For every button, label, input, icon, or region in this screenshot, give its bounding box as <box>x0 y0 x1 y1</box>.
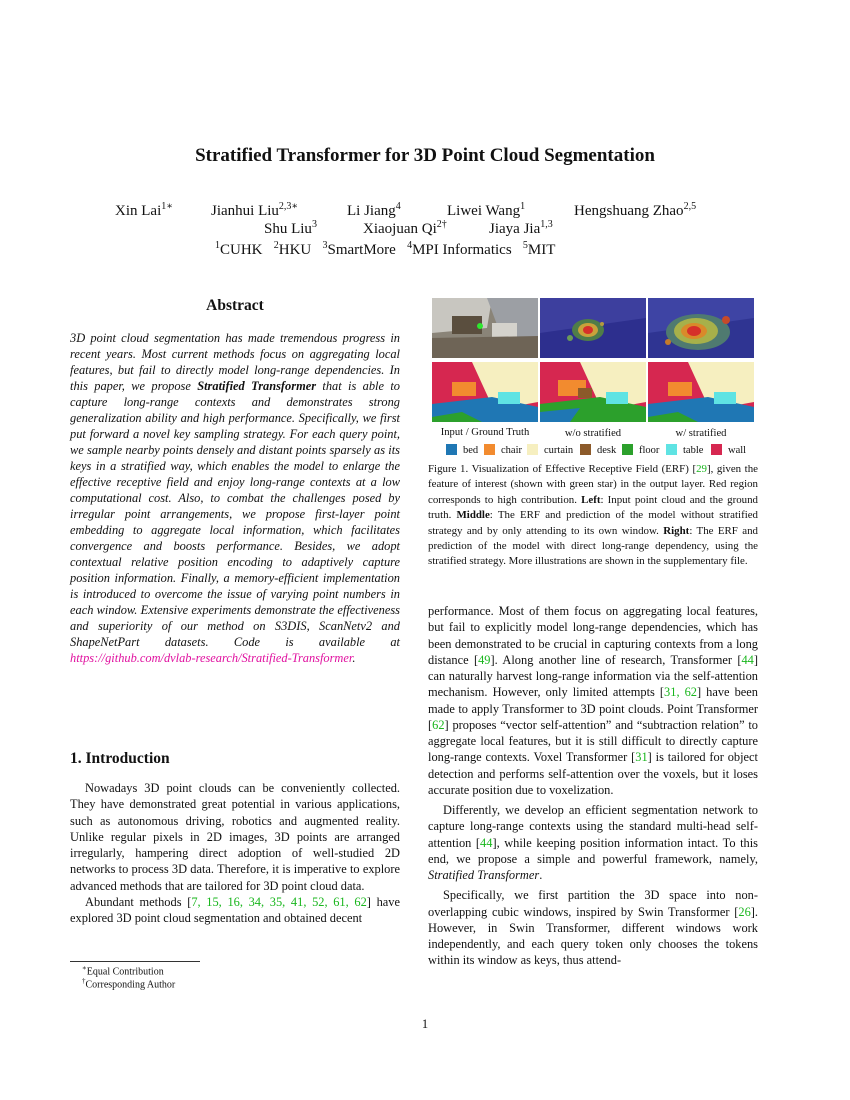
prediction-with-stratified-image <box>648 362 754 422</box>
caption-text: : The ERF and prediction of the model without stratified strategy and by only attending to its own window. <box>428 509 758 537</box>
author-name: Jianhui Liu <box>211 203 279 219</box>
method-name: Stratified Transformer <box>428 868 540 882</box>
intro-paragraph-2 <box>70 894 400 927</box>
paragraph-text: Abundant methods [ <box>85 894 192 909</box>
paragraph-text: ] have been made to apply Transformer to 3D point clouds. Point Transformer [ <box>428 685 758 732</box>
affiliation-name: MPI Informatics <box>412 242 512 258</box>
caption-text: Figure 1. Visualization of Effective Receptive Field (ERF) [ <box>428 463 697 475</box>
author-7 <box>363 219 447 238</box>
footnote-text: Equal Contribution <box>86 966 164 978</box>
paragraph-text: ], while keeping position information intact. To this end, we propose a simple and powerful framework, namely, <box>428 835 758 866</box>
legend-swatch <box>666 444 677 455</box>
abstract-body <box>70 330 400 666</box>
affiliation-sup: 4 <box>407 240 413 251</box>
affiliation-sup: 5 <box>522 240 528 251</box>
author-sup: 1,3 <box>540 219 553 230</box>
paragraph-text: ] proposes “vector self-attention” and “subtraction relation” to aggregate local features, but it is still difficult to directly capture long-range contexts. Voxel Transformer [ <box>428 717 758 765</box>
footnote-sup: † <box>82 977 86 985</box>
legend-wall <box>711 444 746 456</box>
author-name: Xin Lai <box>115 203 162 219</box>
citation-link[interactable]: 49 <box>478 652 491 667</box>
author-sup: 2,3∗ <box>278 201 299 212</box>
citation-link[interactable]: 31 <box>635 750 648 765</box>
affiliation-sup: 1 <box>215 240 220 251</box>
affiliation-name: CUHK <box>220 242 263 258</box>
method-name: Stratified Transformer <box>197 379 317 393</box>
legend-table <box>666 444 703 456</box>
legend-chair <box>484 444 522 456</box>
intro-left-column <box>70 780 400 926</box>
author-2 <box>211 201 298 220</box>
author-4 <box>447 201 525 220</box>
affiliations <box>215 240 555 259</box>
caption-text: : Input point cloud and the ground truth. <box>428 493 758 522</box>
legend-swatch <box>711 444 722 455</box>
author-sup: 4 <box>395 201 401 212</box>
paragraph-text: ] have explored 3D point cloud segmentation and obtained decent <box>70 894 400 925</box>
citation-link[interactable]: 7, 15, 16, 34, 35, 41, 52, 61, 62 <box>191 894 367 909</box>
figure-caption <box>428 462 758 570</box>
paragraph-text: ] is tailored for object detection and performs self-attention over the voxels, but it loses accurate position due to voxelization. <box>428 750 758 797</box>
footnote-1 <box>82 964 164 977</box>
abstract-text: 3D point cloud segmentation has made tremendous progress in recent years. Most current methods focus on aggregating local features, but fail to directly model long-range dependencies. In this paper, we propose <box>70 331 400 393</box>
footnote-rule <box>70 961 200 962</box>
abstract-text: . <box>352 651 356 665</box>
affiliation-sup: 2 <box>273 240 279 251</box>
author-8 <box>489 219 553 238</box>
citation-link[interactable]: 26 <box>738 904 751 919</box>
abstract-text: that is able to capture long-range contexts and demonstrates strong generalization ability and high performance. Specifically, we first put forward a novel key sampling strategy. For each query point, we sample nearby points densely and distant points sparsely as its keys in a stratified way, which enables the model to enlarge the effective receptive field and enjoy long-range contexts at a low computational cost. Also, to combat the challenges posed by irregular point arrangements, we propose first-layer point embedding to aggregate local information, which facilitates convergence and boosts performance. Besides, we adopt contextual relative position encoding to adaptively capture position information. Finally, a memory-efficient implementation is introduced to overcome the issue of varying point numbers in each window. Extensive experiments demonstrate the effectiveness and superiority of our method on S3DIS, ScanNetv2 and ShapeNetPart datasets. Code is available at <box>70 379 400 649</box>
author-sup: 1 <box>520 201 526 212</box>
code-link[interactable]: https://github.com/dvlab-research/Stratified-Transformer <box>70 651 353 665</box>
footnote-sup: ∗ <box>82 964 87 972</box>
paragraph-text: . <box>539 868 543 882</box>
citation-link[interactable]: 29 <box>696 463 707 475</box>
author-name: Liwei Wang <box>447 203 521 219</box>
footnote-text: Corresponding Author <box>85 979 176 991</box>
prediction-without-stratified-image <box>540 362 646 422</box>
legend-label: floor <box>639 445 660 456</box>
author-1 <box>115 201 173 220</box>
author-sup: 3 <box>311 219 317 230</box>
erf-with-stratified-image <box>648 298 754 358</box>
paragraph-text: ] can naturally harvest long-range information via the self-attention mechanism. However, only limited attempts [ <box>428 652 758 700</box>
legend-label: curtain <box>544 445 574 456</box>
author-3 <box>347 201 401 220</box>
panel-label-right: w/ stratified <box>675 428 727 439</box>
paragraph-text: Differently, we develop an efficient segmentation network to capture long-range contexts using the standard multi-head self-attention [ <box>428 803 758 850</box>
panel-label-middle: w/o stratified <box>564 428 622 439</box>
caption-text: : The ERF and prediction of the model with direct long-range dependency, using the stratified strategy. More illustrations are shown in the supplementary file. <box>428 524 758 568</box>
legend-swatch <box>527 444 538 455</box>
footnote-2 <box>82 977 175 990</box>
panel-label-left: Input / Ground Truth <box>440 427 530 438</box>
intro-heading: 1. Introduction <box>70 750 170 767</box>
author-5 <box>574 201 696 220</box>
author-6 <box>264 219 317 238</box>
author-sup: 2,5 <box>683 201 697 212</box>
citation-link[interactable]: 44 <box>480 835 493 850</box>
legend-label: wall <box>728 445 747 456</box>
caption-bold: Middle <box>456 509 490 522</box>
legend-curtain <box>527 444 573 456</box>
page-number: 1 <box>421 1017 429 1031</box>
legend-label: bed <box>463 445 479 456</box>
legend-desk <box>580 444 616 456</box>
caption-text: ], given the feature of interest (shown with green star) in the output layer. Red region corresponds to high contribution. <box>428 463 758 506</box>
author-sup: 1∗ <box>161 201 174 212</box>
erf-without-stratified-image <box>540 298 646 358</box>
citation-link[interactable]: 44 <box>741 652 754 667</box>
right-paragraph-2 <box>428 802 758 883</box>
affiliation-name: SmartMore <box>327 242 396 258</box>
paragraph-text: ]. However, in Swin Transformer, different windows work independently, and each query token only chooses the tokens within its window as keys, thus attend- <box>428 904 758 968</box>
legend-label: desk <box>597 445 617 456</box>
affiliation-name: HKU <box>278 242 312 258</box>
caption-bold: Left <box>581 493 601 506</box>
paragraph-text: performance. Most of them focus on aggregating local features, but fail to explicitly model long-range dependencies, which has been demonstrated to be crucial in capturing contexts from a long distance [ <box>428 604 758 667</box>
intro-right-column <box>428 603 758 969</box>
abstract-heading: Abstract <box>206 297 264 314</box>
paper-title: Stratified Transformer for 3D Point Cloud Segmentation <box>195 145 655 166</box>
ground-truth-segmentation-image <box>432 362 538 422</box>
legend-swatch <box>484 444 495 455</box>
author-name: Hengshuang Zhao <box>574 203 684 219</box>
affiliation-sup: 3 <box>322 240 328 251</box>
right-paragraph-1 <box>428 603 758 798</box>
intro-paragraph-1: Nowadays 3D point clouds can be conveniently collected. They have demonstrated great potential in various applications, such as autonomous driving, robotics and augmented reality. Unlike regular pixels in 2D images, 3D points are arranged irregularly, hampering direct adoption of well-studied 2D networks to process 3D data. Therefore, it is imperative to explore advanced methods that are tailored for 3D point cloud data. <box>70 781 400 893</box>
legend-label: chair <box>501 445 522 456</box>
author-name: Jiaya Jia <box>489 221 541 237</box>
author-sup: 2† <box>436 219 447 230</box>
affiliation-name: MIT <box>527 242 556 258</box>
paragraph-text: Specifically, we first partition the 3D space into non-overlapping cubic windows, inspired by Swin Transformer [ <box>428 888 758 919</box>
caption-bold: Right <box>663 524 690 537</box>
paragraph-text: ]. Along another line of research, Transformer [ <box>490 652 742 667</box>
figure-1 <box>428 296 758 462</box>
legend-bed <box>446 444 478 456</box>
citation-link[interactable]: 62 <box>432 717 445 732</box>
author-name: Shu Liu <box>264 221 312 237</box>
legend-label: table <box>683 445 704 456</box>
right-paragraph-3 <box>428 887 758 968</box>
citation-link[interactable]: 31, 62 <box>664 685 697 700</box>
legend-swatch <box>446 444 457 455</box>
legend-floor <box>622 444 659 456</box>
author-name: Xiaojuan Qi <box>363 221 437 237</box>
input-point-cloud-image <box>432 298 538 358</box>
legend-swatch <box>580 444 591 455</box>
author-name: Li Jiang <box>347 203 396 219</box>
legend-swatch <box>622 444 633 455</box>
